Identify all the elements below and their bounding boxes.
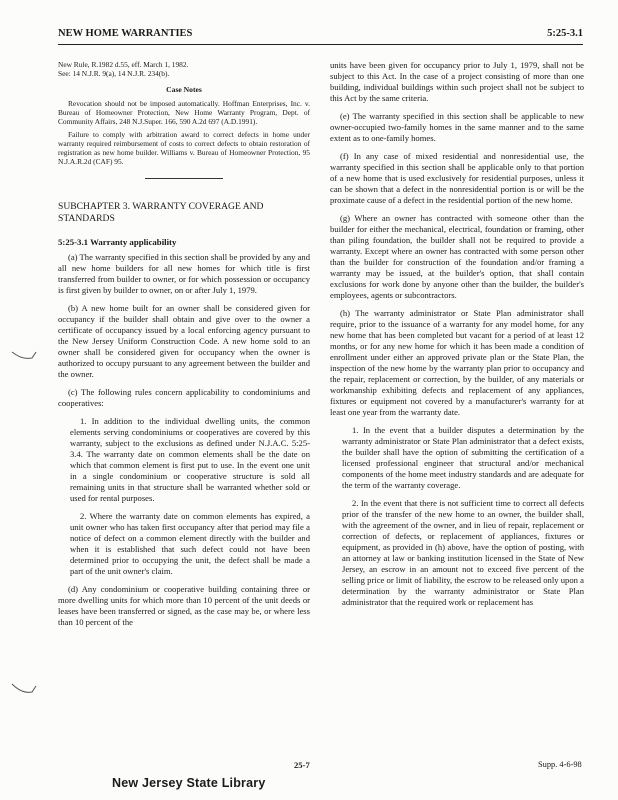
subchapter-heading: SUBCHAPTER 3. WARRANTY COVERAGE AND STANDARDS [58,201,264,224]
list-item: 2. In the event that there is not sufficient time to correct all defects prior of the transfer of the new home to an owner, the builder shall, with the agreement of the owner, and in lieu of repair, replacement or correction of defects, or replacement of appliances, fixtures or equipment, as provided in (h) above, have the option of posting, with an attorney at law or banking institution licensed in the State of New Jersey, an escrow in an amount not to exceed five percent of the selling price or limit of liability, the escrow to be released only upon a determination by the warranty administrator or State Plan administrator that the required work or replacement has [342,498,584,607]
paragraph-e: (e) The warranty specified in this section shall be applicable to new owner-occupied two-family homes in the same manner and to the same extent as to one-family homes. [330,111,584,143]
paragraph-d-continuation: units have been given for occupancy prior to July 1, 1979, shall not be subject to this Act. In the case of a project consisting of more than one building, individual buildings within such project shall not be subject to this Act by the same criteria. [330,60,584,103]
header-section-number: 5:25-3.1 [547,28,583,39]
paragraph-c: (c) The following rules concern applicability to condominiums and cooperatives: [58,387,310,408]
section-title: 5:25-3.1 Warranty applicability [58,237,177,247]
header-title: NEW HOME WARRANTIES [58,28,193,39]
margin-bracket-mark [6,348,46,368]
paragraph-f: (f) In any case of mixed residential and nonresidential use, the warranty specified in this section shall be applicable only to that portion of a new home that is used exclusively for residential purposes, unless it can be shown that a defect in the nonresidential portion is or will be the proximate cause of a defect in the residential portion of the new home. [330,151,584,205]
paragraph-c-list [58,416,310,577]
margin-bracket-mark [6,680,46,702]
paragraph-b: (b) A new home built for an owner shall be considered given for occupancy if the builder shall obtain and give over to the owner a certificate of occupancy issued by a local enforcing agency pursuant to the New Jersey Uniform Construction Code. A new home sold to an owner shall be considered given for occupancy when the owner is authorized to occupy pursuant to any agreement between the builder and the owner. [58,303,310,379]
supplement-date: Supp. 4-6-98 [538,760,582,769]
case-notes-heading: Case Notes [166,85,202,94]
source-note [58,60,310,78]
case-notes [58,99,310,166]
divider-rule [145,178,223,179]
paragraph-g: (g) Where an owner has contracted with someone other than the builder for either the mechanical, electrical, foundation or framing, other than piling foundation, the builder shall not be required to provide a warranty. Except where an owner has contracted with some person other than the builder for construction of the foundation and/or framing a warranty may be issued, at the builder's option, that shall contain exclusions for work done by anyone other than the builder, the builder's employees, agents or subcontractors. [330,213,584,300]
page-number: 25-7 [294,760,310,770]
library-stamp: New Jersey State Library [112,776,266,790]
left-column [58,60,310,635]
source-note-text: New Rule, R.1982 d.55, eff. March 1, 1982. See: 14 N.J.R. 9(a), 14 N.J.R. 234(b). [58,60,189,78]
paragraph-a: (a) The warranty specified in this section shall be provided by any and all new home builders for all new homes for which title is first transferred from builder to owner, or for which possession or occupancy is first given by builder to owner, on or after July 1, 1979. [58,252,310,295]
paragraph-h-list [330,425,584,608]
right-column [330,60,584,615]
case-note: Failure to comply with arbitration award to correct defects in home under warranty required reimbursement of costs to correct defects to obtain restoration of registration as new home builder. Williams v. Bureau of Homeowner Protection, 95 N.J.A.R.2d (CAF) 95. [58,130,310,166]
list-item: 2. Where the warranty date on common elements has expired, a unit owner who has taken first occupancy after that period may file a notice of defect on a common element directly with the builder and when it is established that such defect could not have been determined prior to occupying the unit, the defect shall be made a part of the unit owner's claim. [70,511,310,576]
running-header [58,28,583,45]
paragraph-h: (h) The warranty administrator or State Plan administrator shall require, prior to the issuance of a warranty for any model home, for any new home that has been completed but vacant for a period of at least 12 months, or for any new home for which it has been made a condition of enrollment under either an approved private plan or the State Plan, the inspection of the new home by the warranty plan prior to occupancy and the repair, replacement or correction, by the builder, of any materials or workmanship exhibiting defects and replacement of any appliances, fixtures or equipment not covered by a manufacturer's warranty for at least one year from the warranty date. [330,308,584,417]
paragraph-d: (d) Any condominium or cooperative building containing three or more dwelling units for which more than 10 percent of the unit deeds or leases have been transferred or signed, as the case may be, or where less than 10 percent of the [58,584,310,627]
list-item: 1. In addition to the individual dwelling units, the common elements serving condominiums or cooperatives are covered by this warranty, subject to the exclusions as defined under N.J.A.C. 5:25-3.4. The warranty date on common elements shall be the date on which that common element is first put to use. In the event one unit in a single condominium or cooperative structure is sold all remaining units in that structure shall be warranted whether sold or used for rental purposes. [70,416,310,503]
case-note: Revocation should not be imposed automatically. Hoffman Enterprises, Inc. v. Bureau of Homeowner Protection, New Home Warranty Program, Dept. of Community Affairs, 248 N.J.Super. 166, 590 A.2d 697 (A.D.1991). [58,99,310,126]
list-item: 1. In the event that a builder disputes a determination by the warranty administrator or State Plan administrator that a defect exists, the builder shall have the option of submitting the certification of a licensed professional engineer that structural and/or mechanical components of the home meet industry standards and are adequate for the term of the warranty coverage. [342,425,584,490]
